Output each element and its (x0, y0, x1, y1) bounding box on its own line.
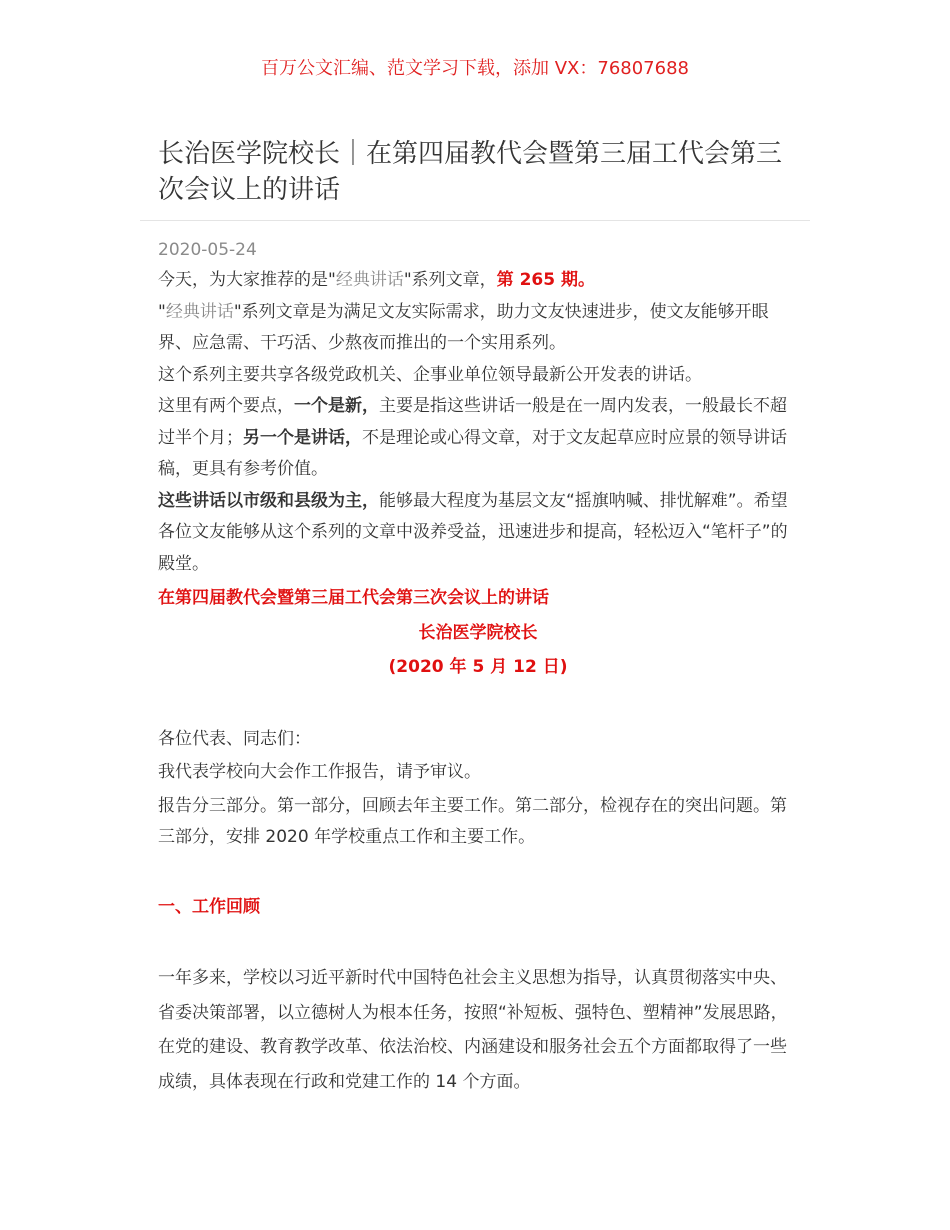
intro-text: 能够最大程度为基层文友“摇旗呐喊、排忧解难”。希望各位文友能够从这个系列的文章中汲养受益，迅速进步和提高，轻松迈入“笔杆子”的殿堂。 (158, 490, 788, 574)
issue-number: 第 265 期。 (496, 270, 595, 290)
intro-text: "系列文章是为满足文友实际需求，助力文友快速进步，使文友能够开眼界、应急需、干巧活、少熬夜而推出的一个实用系列。 (158, 301, 769, 353)
speaker-line: 长治医学院校长 (418, 622, 538, 643)
intro-paragraph-4 (158, 391, 798, 486)
speech-date: (2020 年 5 月 12 日) (388, 657, 568, 677)
salutation: 各位代表、同志们： (158, 728, 311, 749)
intro-text: 今天，为大家推荐的是" (158, 270, 336, 290)
section-heading: 一、工作回顾 (158, 896, 260, 917)
intro-text: 这里有两个要点， (158, 396, 294, 416)
title-divider (140, 220, 810, 221)
promo-banner: 百万公文汇编、范文学习下载，添加 VX：76807688 (261, 58, 689, 79)
intro-paragraph-2 (158, 297, 798, 360)
section-paragraph-1: 一年多来，学校以习近平新时代中国特色社会主义思想为指导，认真贯彻落实中央、省委决策部署，以立德树人为根本任务，按照“补短板、强特色、塑精神”发展思路，在党的建设、教育教学改革、依法治校、内涵建设和服务社会五个方面都取得了一些成绩，具体表现在行政和党建工作的 14 个方面。 (158, 968, 788, 1092)
intro-paragraph-5 (158, 486, 798, 581)
intro-paragraph-3: 这个系列主要共享各级党政机关、企事业单位领导最新公开发表的讲话。 (158, 364, 702, 385)
article-title: 长治医学院校长｜在第四届教代会暨第三届工代会第三次会议上的讲话 (158, 139, 783, 205)
series-name: 经典讲话 (335, 270, 404, 290)
intro-text: "系列文章， (403, 270, 497, 290)
publish-date: 2020-05-24 (158, 240, 257, 260)
intro-text: 不是理论或心得文章，对于文友起草应时应景的领导讲话稿，更具有参考价值。 (158, 427, 787, 479)
article-body (158, 265, 798, 1099)
spacer (158, 923, 798, 961)
emphasis-text: 另一个是讲话， (243, 427, 362, 448)
intro-text: 主要是指这些讲话一般是在一周内发表，一般最长不超过半个月； (158, 396, 787, 448)
spacer (158, 854, 798, 892)
series-name: 经典讲话 (165, 301, 234, 322)
intro-paragraph-1 (158, 265, 798, 297)
speech-heading: 在第四届教代会暨第三届工代会第三次会议上的讲话 (158, 588, 549, 608)
speech-paragraph-1: 我代表学校向大会作工作报告，请予审议。 (158, 762, 481, 782)
emphasis-text: 这些讲话以市级和县级为主， (158, 490, 379, 511)
intro-text: " (158, 301, 166, 322)
emphasis-text: 一个是新， (294, 396, 379, 416)
speech-paragraph-2: 报告分三部分。第一部分，回顾去年主要工作。第二部分，检视存在的突出问题。第三部分，安排 2020 年学校重点工作和主要工作。 (158, 795, 787, 847)
spacer (158, 684, 798, 724)
